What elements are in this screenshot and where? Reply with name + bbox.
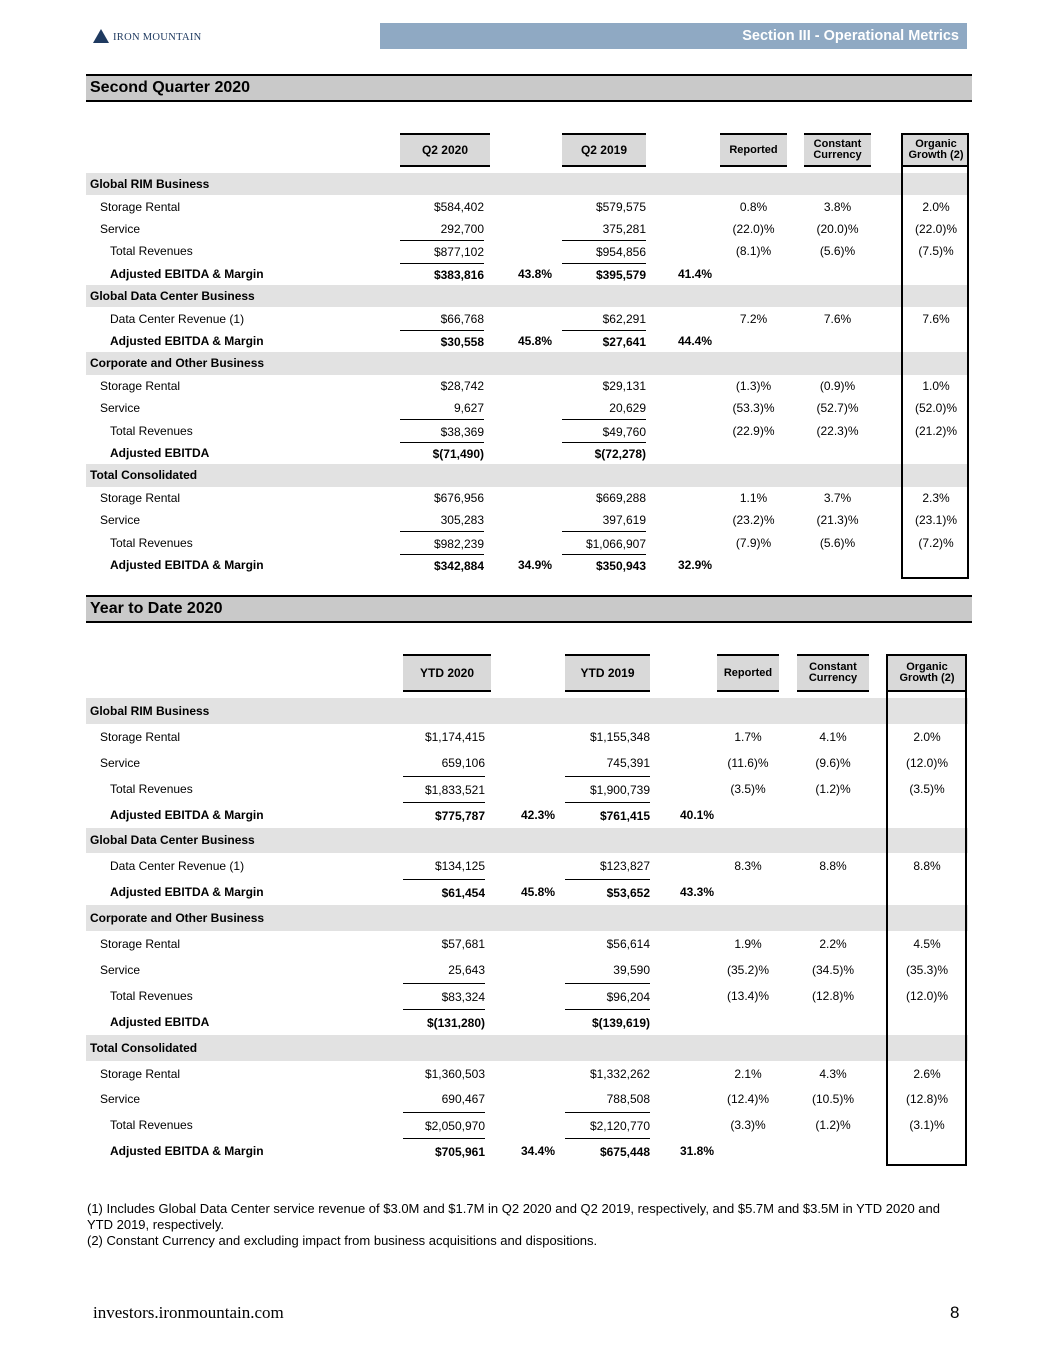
table-row: [86, 1061, 968, 1087]
table-row: [86, 1138, 968, 1164]
section-row: [86, 464, 968, 486]
value-current: $66,768: [440, 311, 484, 326]
value-organic-growth: 4.5%: [913, 937, 941, 952]
value-organic-growth: 2.6%: [913, 1066, 941, 1081]
table-row: [86, 487, 968, 509]
value-current: $2,050,970: [403, 1112, 485, 1139]
row-label: Total Revenues: [110, 423, 193, 438]
ytd-title: Year to Date 2020: [86, 595, 972, 623]
col-header-current: Q2 2020: [400, 133, 490, 167]
section-row: [86, 173, 968, 195]
value-constant-currency: 4.1%: [819, 729, 847, 744]
row-label: Storage Rental: [100, 199, 181, 214]
row-label: Service: [100, 755, 141, 770]
row-label: Adjusted EBITDA & Margin: [110, 1144, 264, 1159]
row-label: Storage Rental: [100, 378, 181, 393]
section-row: [86, 828, 968, 854]
value-prior: $1,900,739: [565, 776, 650, 803]
value-constant-currency: 2.2%: [819, 937, 847, 952]
value-organic-growth: (23.1)%: [914, 513, 958, 528]
value-organic-growth: (3.1)%: [909, 1118, 945, 1133]
margin-prior: 41.4%: [677, 266, 712, 281]
value-prior: 745,391: [606, 755, 650, 770]
row-label: Storage Rental: [100, 937, 181, 952]
value-prior: 788,508: [606, 1092, 650, 1107]
value-prior: $49,760: [562, 419, 646, 442]
table-row: [86, 442, 968, 464]
table-row: [86, 1087, 968, 1113]
value-current: $28,742: [440, 378, 484, 393]
table-row: [86, 240, 968, 262]
table-row: [86, 218, 968, 240]
value-current: $1,833,521: [403, 776, 485, 803]
value-prior: $395,579: [562, 263, 646, 286]
value-constant-currency: (34.5)%: [811, 962, 855, 977]
value-reported: 1.7%: [734, 729, 762, 744]
value-organic-growth: (7.2)%: [918, 535, 954, 550]
row-label: Global RIM Business: [90, 703, 210, 718]
row-label: Service: [100, 401, 141, 416]
q2-title: Second Quarter 2020: [86, 74, 972, 102]
col-header-prior: Q2 2019: [562, 133, 646, 167]
value-reported: (8.1)%: [735, 244, 772, 259]
value-prior: 397,619: [602, 513, 646, 528]
footnote-2: (2) Constant Currency and excluding impact from business acquisitions and dispositions.: [87, 1233, 598, 1248]
company-logo: [93, 26, 202, 46]
value-constant-currency: 4.3%: [819, 1066, 847, 1081]
value-current: $134,125: [434, 859, 485, 874]
value-reported: 2.1%: [734, 1066, 762, 1081]
footnotes: [87, 1201, 967, 1249]
value-organic-growth: 2.3%: [922, 490, 950, 505]
row-label: Total Revenues: [110, 781, 193, 796]
value-reported: 0.8%: [739, 199, 768, 214]
section-row: [86, 285, 968, 307]
value-constant-currency: (52.7)%: [816, 401, 859, 416]
value-organic-growth: 7.6%: [922, 311, 950, 326]
value-reported: (23.2)%: [732, 513, 775, 528]
value-prior: $669,288: [595, 490, 646, 505]
row-label: Service: [100, 1092, 141, 1107]
value-current: $83,324: [403, 983, 485, 1010]
value-current: 690,467: [441, 1092, 485, 1107]
col-header-organic-growth-line1: Organic: [915, 138, 957, 150]
table-row: [86, 375, 968, 397]
value-prior: $56,614: [606, 937, 650, 952]
col-header-organic-growth-line2: Growth (2): [899, 672, 955, 684]
value-organic-growth: (22.0)%: [914, 221, 958, 236]
table-row: [86, 983, 968, 1009]
table-row: [86, 397, 968, 419]
row-label: Storage Rental: [100, 1066, 181, 1081]
row-label: Corporate and Other Business: [90, 911, 265, 926]
value-prior: $761,415: [565, 802, 650, 829]
value-current: 659,106: [441, 755, 485, 770]
row-label: Adjusted EBITDA & Margin: [110, 807, 264, 822]
value-prior: $1,066,907: [562, 531, 646, 554]
margin-current: 43.8%: [517, 266, 552, 281]
row-label: Total Consolidated: [90, 468, 198, 483]
col-header-constant-currency-line2: Currency: [813, 149, 862, 161]
value-prior: 20,629: [609, 401, 646, 416]
row-label: Storage Rental: [100, 729, 181, 744]
value-prior: $579,575: [595, 199, 646, 214]
value-organic-growth: 2.0%: [922, 199, 950, 214]
row-label: Adjusted EBITDA & Margin: [110, 557, 264, 572]
value-current: $676,956: [433, 490, 484, 505]
value-constant-currency: (0.9)%: [819, 378, 856, 393]
value-current: $(131,280): [403, 1009, 485, 1036]
table-row: [86, 724, 968, 750]
row-label: Global Data Center Business: [90, 833, 255, 848]
row-label: Service: [100, 513, 141, 528]
margin-current: 42.3%: [520, 807, 555, 822]
row-label: Corporate and Other Business: [90, 356, 265, 371]
value-prior: 375,281: [602, 221, 646, 236]
value-constant-currency: (1.2)%: [815, 1118, 851, 1133]
value-current: $584,402: [433, 199, 484, 214]
section-banner: Section III - Operational Metrics: [380, 23, 967, 49]
row-label: Global Data Center Business: [90, 289, 255, 304]
margin-current: 34.4%: [520, 1144, 555, 1159]
value-organic-growth: (52.0)%: [914, 401, 958, 416]
value-prior: $29,131: [602, 378, 646, 393]
value-organic-growth: (35.3)%: [905, 962, 949, 977]
value-constant-currency: (10.5)%: [811, 1092, 855, 1107]
row-label: Storage Rental: [100, 490, 181, 505]
value-constant-currency: (12.8)%: [811, 988, 855, 1003]
value-organic-growth: (3.5)%: [909, 781, 945, 796]
value-reported: (11.6)%: [727, 755, 769, 770]
value-current: $1,174,415: [424, 729, 485, 744]
value-reported: 1.1%: [739, 490, 768, 505]
value-organic-growth: 1.0%: [922, 378, 950, 393]
row-label: Total Revenues: [110, 535, 193, 550]
mountain-logo-icon: [93, 28, 109, 44]
col-header-organic-growth: [903, 133, 969, 167]
value-current: 9,627: [453, 401, 484, 416]
value-current: $1,360,503: [424, 1066, 485, 1081]
value-current: $(71,490): [400, 442, 484, 465]
row-label: Service: [100, 221, 141, 236]
value-prior: $27,641: [562, 330, 646, 353]
value-current: $30,558: [400, 330, 484, 353]
row-label: Data Center Revenue (1): [110, 311, 245, 326]
table-row: [86, 509, 968, 531]
section-row: [86, 905, 968, 931]
section-row: [86, 1035, 968, 1061]
margin-current: 34.9%: [517, 557, 552, 572]
value-current: $383,816: [400, 263, 484, 286]
col-header-constant-currency-line1: Constant: [809, 661, 857, 673]
row-label: Adjusted EBITDA & Margin: [110, 266, 264, 281]
value-prior: $(139,619): [565, 1009, 650, 1036]
row-label: Total Revenues: [110, 1118, 193, 1133]
value-reported: (12.4)%: [726, 1092, 770, 1107]
value-prior: $(72,278): [562, 442, 646, 465]
col-header-current: YTD 2020: [403, 654, 491, 692]
value-current: $57,681: [441, 937, 485, 952]
margin-current: 45.8%: [517, 333, 552, 348]
table-row: [86, 419, 968, 441]
margin-prior: 44.4%: [677, 333, 712, 348]
row-label: Data Center Revenue (1): [110, 859, 245, 874]
col-header-organic-growth-line2: Growth (2): [908, 149, 964, 161]
section-row: [86, 352, 968, 374]
value-constant-currency: (9.6)%: [815, 755, 851, 770]
value-reported: (7.9)%: [735, 535, 772, 550]
table-row: [86, 1112, 968, 1138]
col-header-prior: YTD 2019: [565, 654, 650, 692]
table-row: [86, 957, 968, 983]
value-constant-currency: (20.0)%: [816, 221, 859, 236]
value-reported: (35.2)%: [726, 962, 770, 977]
value-prior: $1,332,262: [589, 1066, 650, 1081]
value-prior: $350,943: [562, 554, 646, 577]
table-row: [86, 330, 968, 352]
footnote-1: (1) Includes Global Data Center service revenue of $3.0M and $1.7M in Q2 2020 and Q2 2019, respectively, and $5.7M and $3.5M in YTD 2020 and YTD 2019, respectively.: [87, 1201, 940, 1232]
value-constant-currency: (22.3)%: [816, 423, 859, 438]
value-prior: $675,448: [565, 1138, 650, 1165]
footer-url[interactable]: investors.ironmountain.com: [93, 1303, 284, 1322]
table-row: [86, 802, 968, 828]
value-reported: (53.3)%: [732, 401, 775, 416]
value-reported: (22.0)%: [732, 221, 775, 236]
value-organic-growth: 8.8%: [913, 859, 941, 874]
value-prior: $123,827: [599, 859, 650, 874]
value-current: $38,369: [400, 419, 484, 442]
value-reported: 8.3%: [734, 859, 762, 874]
table-row: [86, 195, 968, 217]
value-organic-growth: (12.8)%: [905, 1092, 949, 1107]
row-label: Total Revenues: [110, 988, 193, 1003]
value-constant-currency: (1.2)%: [815, 781, 851, 796]
col-header-constant-currency-line2: Currency: [808, 672, 858, 684]
value-reported: (13.4)%: [726, 988, 770, 1003]
row-label: Total Revenues: [110, 244, 193, 259]
table-row: [86, 931, 968, 957]
value-current: 25,643: [448, 962, 485, 977]
table-row: [86, 776, 968, 802]
value-organic-growth: (21.2)%: [914, 423, 958, 438]
value-current: 292,700: [440, 221, 484, 236]
table-row: [86, 750, 968, 776]
value-current: $877,102: [400, 240, 484, 263]
margin-prior: 32.9%: [677, 557, 712, 572]
table-row: [86, 554, 968, 576]
value-constant-currency: (5.6)%: [819, 535, 856, 550]
value-reported: (3.5)%: [730, 781, 766, 796]
value-prior: $1,155,348: [589, 729, 650, 744]
row-label: Adjusted EBITDA & Margin: [110, 885, 264, 900]
value-prior: $2,120,770: [565, 1112, 650, 1139]
value-current: $705,961: [403, 1138, 485, 1165]
table-row: [86, 879, 968, 905]
value-constant-currency: 3.7%: [823, 490, 852, 505]
value-prior: $53,652: [565, 879, 650, 906]
value-constant-currency: 7.6%: [823, 311, 852, 326]
value-organic-growth: 2.0%: [913, 729, 941, 744]
logo-text: IRON MOUNTAIN: [113, 31, 202, 43]
table-row: [86, 263, 968, 285]
value-constant-currency: 8.8%: [819, 859, 847, 874]
value-prior: $62,291: [602, 311, 646, 326]
col-header-constant-currency-line1: Constant: [813, 138, 862, 150]
table-row: [86, 531, 968, 553]
value-constant-currency: 3.8%: [823, 199, 852, 214]
value-prior: $96,204: [565, 983, 650, 1010]
row-label: Adjusted EBITDA: [110, 445, 210, 460]
page-number: 8: [950, 1303, 960, 1322]
value-reported: (22.9)%: [732, 423, 775, 438]
row-label: Service: [100, 962, 141, 977]
margin-prior: 31.8%: [679, 1144, 714, 1159]
row-label: Total Consolidated: [90, 1040, 198, 1055]
value-current: $982,239: [400, 531, 484, 554]
row-label: Global RIM Business: [90, 177, 210, 192]
col-header-constant-currency: [797, 654, 869, 692]
value-constant-currency: (21.3)%: [816, 513, 859, 528]
row-label: Adjusted EBITDA: [110, 1014, 210, 1029]
value-organic-growth: (12.0)%: [905, 988, 949, 1003]
value-constant-currency: (5.6)%: [819, 244, 856, 259]
col-header-reported: Reported: [720, 133, 787, 167]
margin-prior: 40.1%: [679, 807, 714, 822]
value-reported: 7.2%: [739, 311, 768, 326]
value-organic-growth: (12.0)%: [905, 755, 949, 770]
col-header-reported: Reported: [717, 654, 779, 692]
value-reported: (1.3)%: [735, 378, 772, 393]
table-row: [86, 1009, 968, 1035]
value-reported: (3.3)%: [730, 1118, 766, 1133]
value-current: $342,884: [400, 554, 484, 577]
value-prior: $954,856: [562, 240, 646, 263]
value-current: 305,283: [440, 513, 484, 528]
col-header-organic-growth-line1: Organic: [906, 661, 948, 673]
row-label: Adjusted EBITDA & Margin: [110, 333, 264, 348]
value-organic-growth: (7.5)%: [918, 244, 954, 259]
section-row: [86, 698, 968, 724]
margin-prior: 43.3%: [679, 885, 714, 900]
col-header-constant-currency: [804, 133, 871, 167]
table-row: [86, 307, 968, 329]
margin-current: 45.8%: [520, 885, 555, 900]
value-current: $775,787: [403, 802, 485, 829]
value-prior: 39,590: [613, 962, 650, 977]
col-header-organic-growth: [888, 654, 966, 692]
table-row: [86, 853, 968, 879]
value-reported: 1.9%: [734, 937, 762, 952]
value-current: $61,454: [403, 879, 485, 906]
